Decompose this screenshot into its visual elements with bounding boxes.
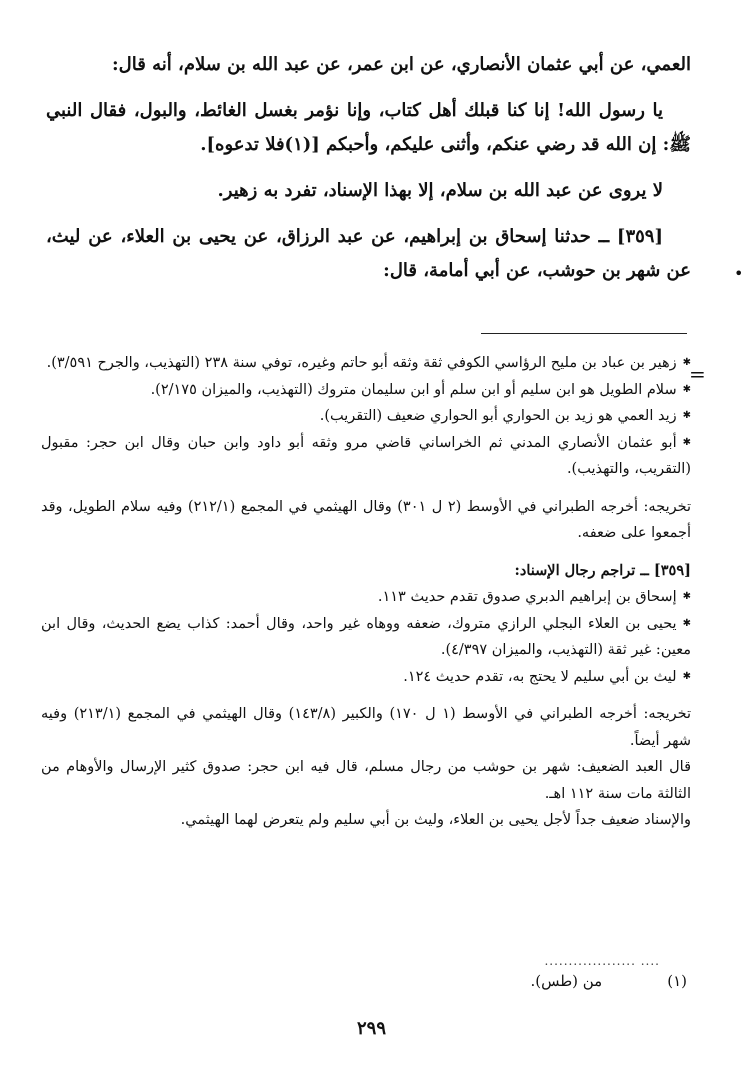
narrator-note-layth: ✱ ليث بن أبي سليم لا يحتج به، تقدم حديث ١٢٤. xyxy=(41,664,691,691)
narrator-note-zayd: ✱ زيد العمي هو زيد بن الحواري أبو الحواري ضعيف (التقريب). xyxy=(41,403,691,430)
isnad-verdict: والإسناد ضعيف جداً لأجل يحيى بن العلاء، وليث بن أبي سليم ولم يتعرض لهما الهيثمي. xyxy=(180,812,691,828)
narrators-heading-359: [٣٥٩] ــ تراجم رجال الإسناد: xyxy=(514,561,691,579)
narrator-note-ishaq: ✱ إسحاق بن إبراهيم الدبري صدوق تقدم حديث ١١٣. xyxy=(41,584,691,611)
main-paragraph-3: لا يروى عن عبد الله بن سلام، إلا بهذا الإسناد، تفرد به زهير. xyxy=(217,180,663,201)
main-paragraph-1: العمي، عن أبي عثمان الأنصاري، عن ابن عمر، عن عبد الله بن سلام، أنه قال: xyxy=(112,54,691,75)
page-number: ٢٩٩ xyxy=(356,1018,386,1039)
footnote-divider xyxy=(481,333,687,334)
narrator-note-zuhair: ✱ زهير بن عباد بن مليح الرؤاسي الكوفي ثقة وثقه أبو حاتم وغيره، توفي سنة ٢٣٨ (التهذيب، والجرح ٣/٥٩١). xyxy=(41,350,691,377)
main-text xyxy=(46,48,691,300)
footnote-number: (١) xyxy=(667,972,687,990)
commentary-notes xyxy=(41,350,691,834)
hadith-text: يا رسول الله! إنا كنا قبلك أهل كتاب، وإنا نؤمر بغسل الغائط، والبول، فقال النبي ﷺ: إن الله قد رضي عنكم، وأثنى عليكم، وأحبكم [(١)فلا تدعوه]. xyxy=(46,100,691,155)
hadith-359-chain: [٣٥٩] ــ حدثنا إسحاق بن إبراهيم، عن عبد الرزاق، عن يحيى بن العلاء، عن ليث، عن شهر بن حوشب، عن أبي أمامة، قال: xyxy=(46,226,691,281)
margin-dot: • xyxy=(734,264,743,283)
narrator-note-yahya: ✱ يحيى بن العلاء البجلي الرازي متروك، ضعفه ووهاه غير واحد، وقال أحمد: كذاب يضع الحديث، وقال ابن معين: غير ثقة (التهذيب، والميزان ٤/٣٩٧). xyxy=(41,611,691,664)
footnote xyxy=(47,972,687,990)
takhrij-note-1: تخريجه: أخرجه الطبراني في الأوسط (٢ ل ٣٠١) وقال الهيثمي في المجمع (٢١٢/١) وفيه سلام الطويل، وقد أجمعوا على ضعفه. xyxy=(41,498,691,541)
narrator-note-abu-uthman: ✱ أبو عثمان الأنصاري المدني ثم الخراساني قاضي مرو وثقه أبو داود وابن حبان وقال ابن حجر: مقبول (التقريب، والتهذيب). xyxy=(41,430,691,483)
footnote-text: من (طس). xyxy=(530,972,603,990)
takhrij-note-2: تخريجه: أخرجه الطبراني في الأوسط (١ ل ١٧٠) والكبير (١٤٣/٨) وقال الهيثمي في المجمع (٢١٣/١) وفيه شهر أيضاً. xyxy=(41,706,692,749)
author-comment: قال العبد الضعيف: شهر بن حوشب من رجال مسلم، قال فيه ابن حجر: صدوق كثير الإرسال والأوهام من الثالثة مات سنة ١١٢ اهـ. xyxy=(41,759,691,802)
dotted-separator: ................... .... xyxy=(544,954,660,968)
narrator-note-sallam: ✱ سلام الطويل هو ابن سليم أو ابن سلم أو ابن سليمان متروك (التهذيب، والميزان ٢/١٧٥). xyxy=(41,377,691,404)
margin-equals-mark: = xyxy=(689,362,706,386)
